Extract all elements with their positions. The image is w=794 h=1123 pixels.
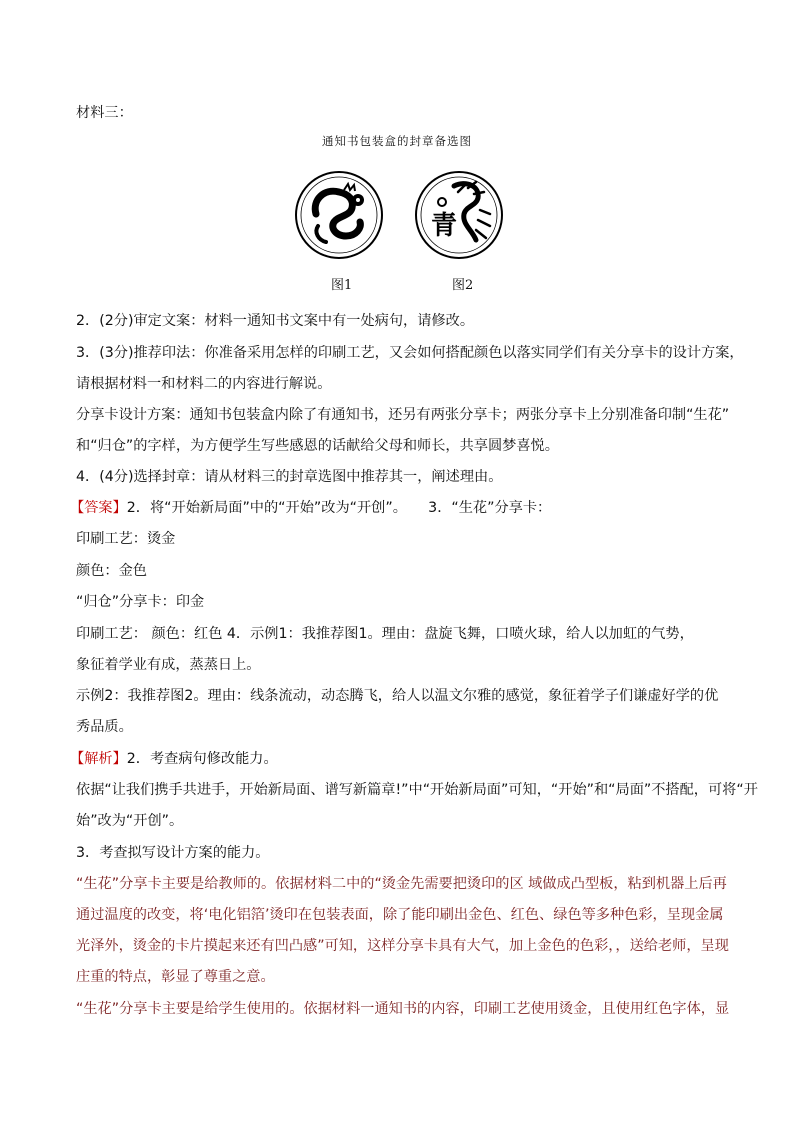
design-plan-line-1: 分享卡设计方案：通知书包装盒内除了有通知书，还另有两张分享卡；两张分享卡上分别准备印制“生花” [76,407,730,423]
analysis-line-8: 庄重的特点，彰显了尊重之意。 [76,969,275,985]
question-4: 4．(4分)选择封章：请从材料三的封章选图中推荐其一，阐述理由。 [76,469,503,485]
seal-2-character: 青 [430,211,458,241]
seal-image-1 [294,170,384,260]
question-2: 2．(2分)审定文案：材料一通知书文案中有一处病句，请修改。 [76,313,475,329]
material-3-label: 材料三： [76,105,133,121]
analysis-line-4: 3．考查拟写设计方案的能力。 [76,845,270,861]
answer-line-5: 印刷工艺： 颜色：红色 4．示例1：我推荐图1。理由：盘旋飞舞，口喷火球，给人以加虹的气势， [76,626,694,642]
analysis-line-6: 通过温度的改变，将‘电化铝箔’烫印在包装表面，除了能印刷出金色、红色、绿色等多种色彩，呈现金属 [76,907,724,923]
answer-line-4: “归仓”分享卡：印金 [76,594,205,610]
figure-caption-2: 图2 [452,278,474,293]
answer-line-1-text: 2．将“开始新局面”中的“开始”改为“开创”。 3．“生花”分享卡： [126,500,552,516]
analysis-line-9: “生花”分享卡主要是给学生使用的。依据材料一通知书的内容，印刷工艺使用烫金，且使用红色字体，显 [76,1001,730,1017]
analysis-line-7: 光泽外，烫金的卡片摸起来还有凹凸感”可知，这样分享卡具有大气，加上金色的色彩，，送给老师，呈现 [76,938,729,954]
analysis-tag: 【解析】 [70,751,127,767]
answer-tag: 【答案】 [70,500,127,516]
answer-line-2: 印刷工艺：烫金 [76,531,176,547]
analysis-line-1 [70,749,278,769]
analysis-line-2: 依据“让我们携手共进手，开始新局面、谱写新篇章!”中“开始新局面”可知，“开始”和“局面”不搭配，可将“开 [76,782,758,798]
question-3-line-2: 请根据材料一和材料二的内容进行解说。 [76,376,332,392]
figure-title: 通知书包装盒的封章备选图 [322,134,472,148]
analysis-line-3: 始”改为“开创”。 [76,813,184,829]
analysis-line-5: “生花”分享卡主要是给教师的。依据材料二中的“烫金先需要把烫印的区 域做成凸型板，粘到机器上后再 [76,876,727,892]
answer-line-8: 秀品质。 [76,719,133,735]
answer-line-3: 颜色：金色 [76,563,147,579]
answer-line-6: 象征着学业有成，蒸蒸日上。 [76,657,261,673]
design-plan-line-2: 和“归仓”的字样，为方便学生写些感恩的话献给父母和师长，共享圆梦喜悦。 [76,438,559,454]
answer-line-1 [70,498,551,518]
analysis-line-1-text: 2．考查病句修改能力。 [126,751,278,767]
seal-image-2 [414,170,504,260]
question-3-line-1: 3．(3分)推荐印法：你准备采用怎样的印刷工艺，又会如何搭配颜色以落实同学们有关分享卡的设计方案， [76,345,744,361]
figure-caption-1: 图1 [331,278,353,293]
answer-line-7: 示例2：我推荐图2。理由：线条流动，动态腾飞，给人以温文尔雅的感觉，象征着学子们谦虚好学的优 [76,688,719,704]
